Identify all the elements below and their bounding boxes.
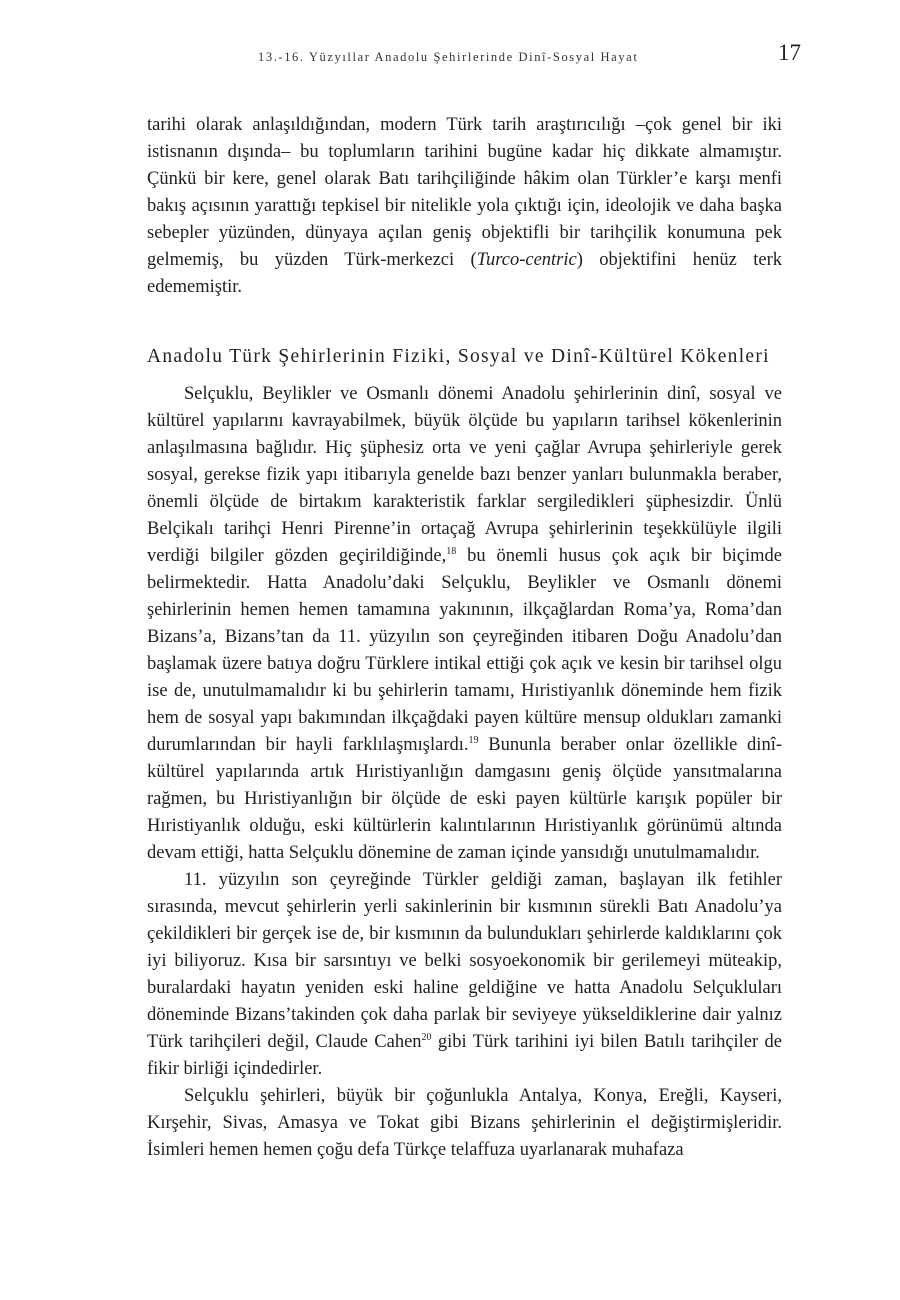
- running-head: 13.-16. Yüzyıllar Anadolu Şehirlerinde Dinî-Sosyal Hayat: [258, 50, 639, 64]
- paragraph-text: gibi Türk tarihini iyi bilen Batılı tarihçiler de fikir birliği içindedirler.: [147, 1032, 782, 1079]
- page-body: [147, 112, 782, 1164]
- paragraph-text: Selçuklu, Beylikler ve Osmanlı dönemi Anadolu şehirlerinin dinî, sosyal ve kültürel yapılarını kavrayabilmek, büyük ölçüde bu yapıların tarihsel kökenlerinin anlaşılmasına bağlıdır. Hiç şüphesiz orta ve yeni çağlar Avrupa şehirleriyle gerek sosyal, gerekse fizik yapı itibarıyla genelde bazı benzer yanları bulunmakla beraber, önemli ölçüde de birtakım karakteristik farklar sergiledikleri şüphesizdir. Ünlü Belçikalı tarihçi Henri Pirenne’in ortaçağ Avrupa şehirlerinin teşekkülüyle ilgili verdiği bilgiler gözden geçirildiğinde,: [147, 384, 782, 566]
- section-heading: Anadolu Türk Şehirlerinin Fiziki, Sosyal ve Dinî-Kültürel Kökenleri: [147, 346, 770, 367]
- page-number: 17: [778, 40, 801, 65]
- paragraph: [147, 867, 782, 1083]
- footnote-ref: 20: [421, 1032, 432, 1043]
- footnote-ref: 19: [468, 735, 479, 746]
- footnote-ref: 18: [446, 546, 457, 557]
- paragraph-text: ) objektifini henüz terk edememiştir.: [147, 250, 782, 297]
- paragraph-continued: [147, 112, 782, 301]
- paragraph-text: Selçuklu şehirleri, büyük bir çoğunlukla Antalya, Konya, Ereğli, Kayseri, Kırşehir, Sivas, Amasya ve Tokat gibi Bizans şehirlerinin el değiştirmişleridir. İsimleri hemen hemen çoğu defa Türkçe telaffuza uyarlanarak muhafaza: [147, 1086, 782, 1160]
- paragraph-text: 11. yüzyılın son çeyreğinde Türkler geldiği zaman, başlayan ilk fetihler sırasında, mevcut şehirlerin yerli sakinlerinin bir kısmının sürekli Batı Anadolu’ya çekildikleri bir gerçek ise de, bir kısmının da bulundukları şehirlerde kaldıklarını çok iyi biliyoruz. Kısa bir sarsıntıyı ve belki sosyoekonomik bir gerilemeyi müteakip, buralardaki hayatın yeniden eski haline geldiğine ve hatta Anadolu Selçukluları döneminde Bizans’takinden çok daha parlak bir seviyeye yükseldiklerine dair yalnız Türk tarihçileri değil, Claude Cahen: [147, 870, 782, 1052]
- paragraph-text: bu önemli husus çok açık bir biçimde belirmektedir. Hatta Anadolu’daki Selçuklu, Beylikler ve Osmanlı dönemi şehirlerinin hemen hemen tamamına yakınının, ilkçağlardan Roma’ya, Roma’dan Bizans’a, Bizans’tan da 11. yüzyılın son çeyreğinden itibaren Doğu Anadolu’dan başlamak üzere batıya doğru Türklere intikal ettiği çok açık ve kesin bir tarihsel olgu ise de, unutulmamalıdır ki bu şehirlerin tamamı, Hıristiyanlık döneminde hem fizik hem de sosyal yapı bakımından ilkçağdaki payen kültüre mensup oldukları zamanki durumlarından bir hayli farklılaşmışlardı.: [147, 546, 783, 755]
- paragraph: [147, 1083, 782, 1164]
- paragraph-text: Bununla beraber onlar özellikle dinî-kültürel yapılarında artık Hıristiyanlığın damgasını geniş ölçüde yansıtmalarına rağmen, bu Hıristiyanlığın bir ölçüde de eski payen kültürle karışık popüler bir Hıristiyanlık olduğu, eski kültürlerin kalıntılarının Hıristiyanlık görünümü altında devam ettiği, hatta Selçuklu dönemine de zaman içinde yansıdığı unutulmamalıdır.: [147, 735, 782, 863]
- paragraph-text: tarihi olarak anlaşıldığından, modern Türk tarih araştırıcılığı –çok genel bir iki istisnanın dışında– bu toplumların tarihini bugüne kadar hiç dikkate almamıştır. Çünkü bir kere, genel olarak Batı tarihçiliğinde hâkim olan Türkler’e karşı menfi bakış açısının yarattığı tepkisel bir nitelikle yola çıktığı için, ideolojik ve daha başka sebepler yüzünden, dünyaya açılan geniş objektifli bir tarihçilik konumuna pek gelmemiş, bu yüzden Türk-merkezci (: [147, 115, 782, 270]
- paragraph: [147, 381, 782, 867]
- italic-term: Turco-centric: [476, 250, 577, 270]
